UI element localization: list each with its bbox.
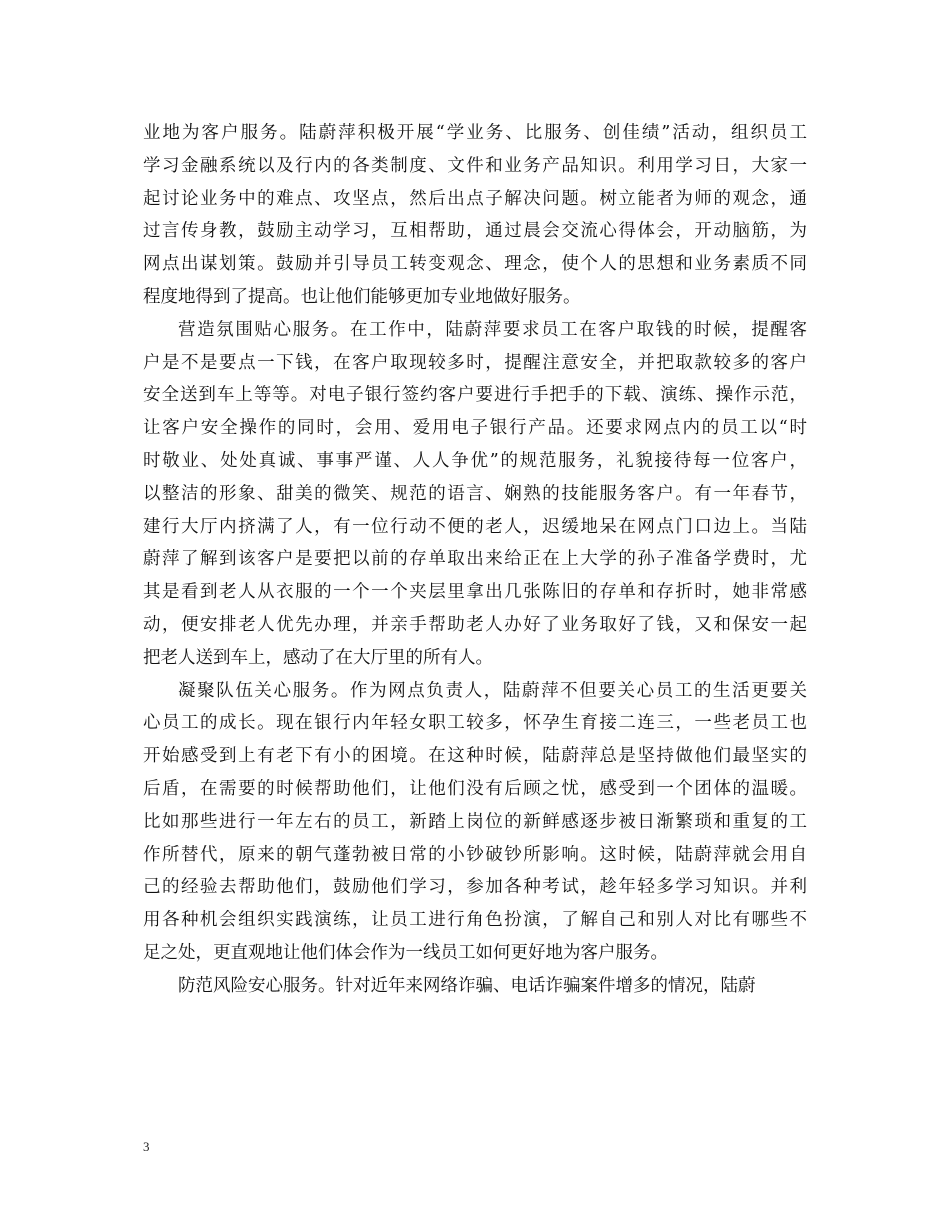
text-line: 其是看到老人从衣服的一个一个夹层里拿出几张陈旧的存单和存折时，她非常感 [143,582,807,603]
text-line: 安全送到车上等等。对电子银行签约客户要进行手把手的下载、演练、操作示范， [143,385,807,406]
text-line: 以整洁的形象、甜美的微笑、规范的语言、娴熟的技能服务客户。有一年春节， [143,483,807,504]
text-line: 足之处，更直观地让他们体会作为一线员工如何更好地为客户服务。 [143,942,668,963]
text-line: 开始感受到上有老下有小的困境。在这种时候，陆蔚萍总是坚持做他们最坚实的 [143,746,807,767]
text-line: 业地为客户服务。陆蔚萍积极开展“学业务、比服务、创佳绩”活动，组织员工 [143,123,807,143]
text-line: 让客户安全操作的同时，会用、爱用电子银行产品。还要求网点内的员工以“时 [143,418,807,439]
text-line: 动，便安排老人优先办理，并亲手帮助老人办好了业务取好了钱，又和保安一起 [143,614,807,635]
text-line: 程度地得到了提高。也让他们能够更加专业地做好服务。 [143,286,581,307]
text-line: 比如那些进行一年左右的员工，新踏上岗位的新鲜感逐步被日渐繁琐和重复的工 [143,811,807,832]
text-line: 学习金融系统以及行内的各类制度、文件和业务产品知识。利用学习日，大家一 [143,155,807,176]
paragraph-start-line: 防范风险安心服务。针对近年来网络诈骗、电话诈骗案件增多的情况，陆蔚 [178,975,756,996]
text-line: 过言传身教，鼓励主动学习，互相帮助，通过晨会交流心得体会，开动脑筋，为 [143,221,807,242]
text-line: 户是不是要点一下钱，在客户取现较多时，提醒注意安全，并把取款较多的客户 [143,352,807,373]
text-line: 网点出谋划策。鼓励并引导员工转变观念、理念，使个人的思想和业务素质不同 [143,254,807,275]
page-number: 3 [143,1139,150,1154]
text-line: 用各种机会组织实践演练，让员工进行角色扮演，了解自己和别人对比有哪些不 [143,910,807,931]
text-line: 己的经验去帮助他们，鼓励他们学习，参加各种考试，趁年轻多学习知识。并利 [143,877,807,898]
body-text [143,117,807,1003]
text-line: 蔚萍了解到该客户是要把以前的存单取出来给正在上大学的孙子准备学费时，尤 [143,549,807,570]
text-line: 起讨论业务中的难点、攻坚点，然后出点子解决问题。树立能者为师的观念，通 [143,188,807,209]
text-line: 建行大厅内挤满了人，有一位行动不便的老人，迟缓地呆在网点门口边上。当陆 [143,516,807,537]
text-line: 时敬业、处处真诚、事事严谨、人人争优”的规范服务，礼貌接待每一位客户， [143,450,807,471]
paragraph-start-line: 营造氛围贴心服务。在工作中，陆蔚萍要求员工在客户取钱的时候，提醒客 [178,319,807,340]
text-line: 把老人送到车上，感动了在大厅里的所有人。 [143,647,493,668]
text-line: 作所替代，原来的朝气蓬勃被日常的小钞破钞所影响。这时候，陆蔚萍就会用自 [143,844,807,865]
text-line: 后盾，在需要的时候帮助他们，让他们没有后顾之忧，感受到一个团体的温暖。 [143,778,807,799]
paragraph-start-line: 凝聚队伍关心服务。作为网点负责人，陆蔚萍不但要关心员工的生活更要关 [178,680,807,701]
text-line: 心员工的成长。现在银行内年轻女职工较多，怀孕生育接二连三，一些老员工也 [143,713,807,734]
